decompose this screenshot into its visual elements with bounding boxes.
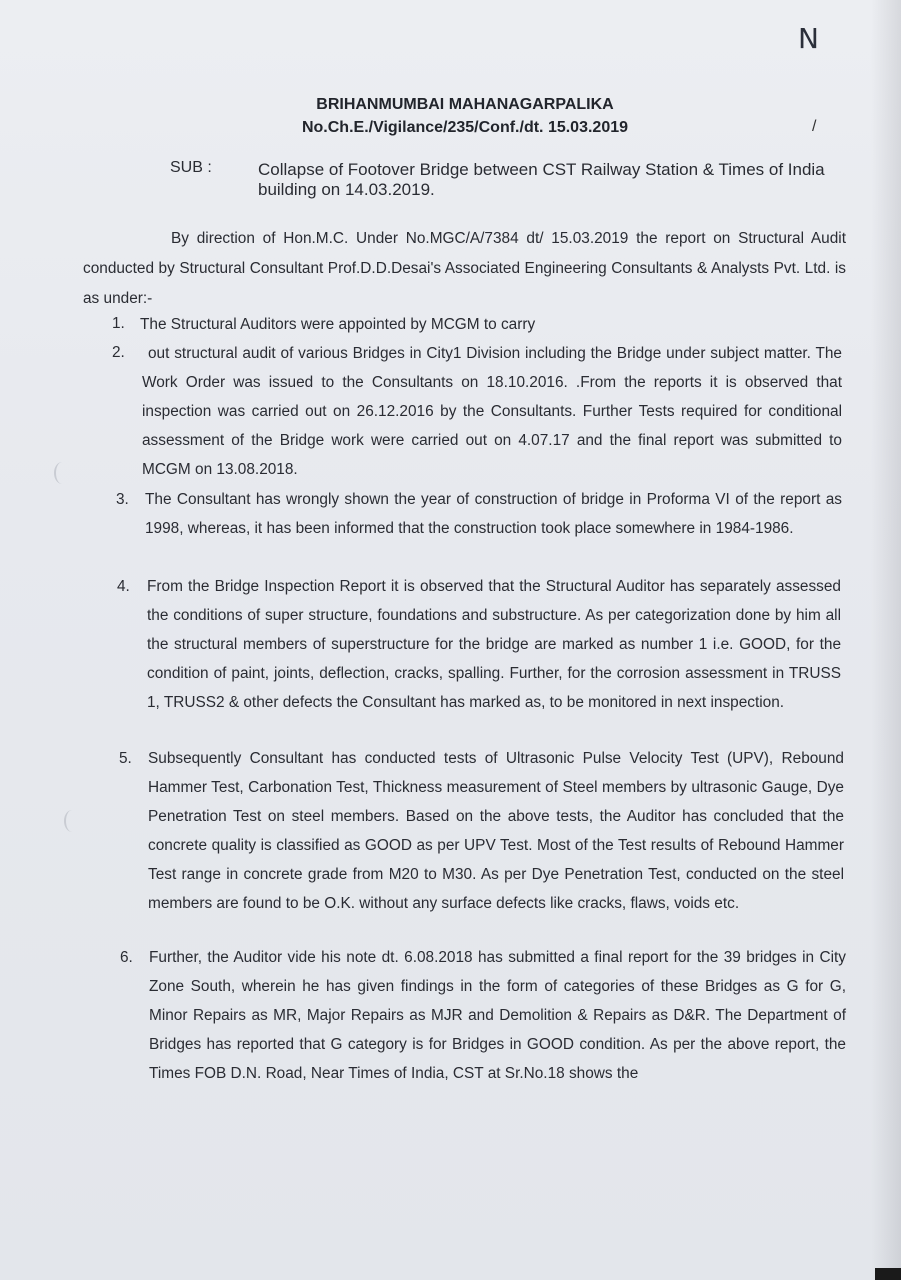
margin-mark: / [812, 118, 817, 135]
item-text-1: The Structural Auditors were appointed by MCGM to carry [140, 316, 536, 333]
subject-text: Collapse of Footover Bridge between CST Railway Station & Times of India building on 14.03.2019. [258, 160, 825, 199]
item-number-6: 6. [120, 949, 133, 966]
item-number-2: 2. [112, 344, 125, 361]
org-title: BRIHANMUMBAI MAHANAGARPALIKA [316, 96, 614, 113]
item-number-5: 5. [119, 750, 132, 767]
handwritten-mark: N [798, 22, 821, 55]
item-number-4: 4. [117, 578, 130, 595]
subject-label: SUB : [170, 159, 212, 176]
scan-corner [875, 1268, 901, 1280]
punch-hole-mark [54, 462, 70, 484]
item-text-2: out structural audit of various Bridges in City1 Division including the Bridge under subject matter. The Work Order was issued to the Consultants on 18.10.2016. .From the reports it is observed that inspection was carried out on 26.12.2016 by the Consultants. Further Tests required for conditional assessment of the Bridge work were carried out on 4.07.17 and the final report was submitted to MCGM on 13.08.2018. [142, 345, 842, 478]
item-text-5: Subsequently Consultant has conducted tests of Ultrasonic Pulse Velocity Test (UPV), Rebound Hammer Test, Carbonation Test, Thickness measurement of Steel members by ultrasonic Gauge, Dye Penetration Test on steel members. Based on the above tests, the Auditor has concluded that the concrete quality is classified as GOOD as per UPV Test. Most of the Test results of Rebound Hammer Test range in concrete grade from M20 to M30. As per Dye Penetration Test, conducted on the steel members are found to be O.K. without any surface defects like cracks, flaws, voids etc. [148, 750, 844, 912]
page-edge-shadow [871, 0, 901, 1280]
item-number-1: 1. [112, 315, 125, 332]
item-text-3: The Consultant has wrongly shown the year of construction of bridge in Proforma VI of the report as 1998, whereas, it has been informed that the construction took place somewhere in 1984-1986. [145, 491, 842, 537]
item-number-3: 3. [116, 491, 129, 508]
item-text-6: Further, the Auditor vide his note dt. 6.08.2018 has submitted a final report for the 39 bridges in City Zone South, wherein he has given findings in the form of categories of these Bridges as G for G, Minor Repairs as MR, Major Repairs as MJR and Demolition & Repairs as D&R. The Department of Bridges has reported that G category is for Bridges in GOOD condition. As per the above report, the Times FOB D.N. Road, Near Times of India, CST at Sr.No.18 shows the [149, 949, 846, 1082]
intro-paragraph: By direction of Hon.M.C. Under No.MGC/A/7384 dt/ 15.03.2019 the report on Structural Audit conducted by Structural Consultant Prof.D.D.Desai's Associated Engineering Consultants & Analysts Pvt. Ltd. is as under:- [83, 230, 846, 307]
item-text-4: From the Bridge Inspection Report it is observed that the Structural Auditor has separately assessed the conditions of super structure, foundations and substructure. As per categorization done by him all the structural members of superstructure for the bridge are marked as number 1 i.e. GOOD, for the condition of paint, joints, deflection, cracks, spalling. Further, for the corrosion assessment in TRUSS 1, TRUSS2 & other defects the Consultant has marked as, to be monitored in next inspection. [147, 578, 841, 711]
punch-hole-mark [64, 810, 80, 832]
reference-number: No.Ch.E./Vigilance/235/Conf./dt. 15.03.2019 [301, 119, 629, 136]
